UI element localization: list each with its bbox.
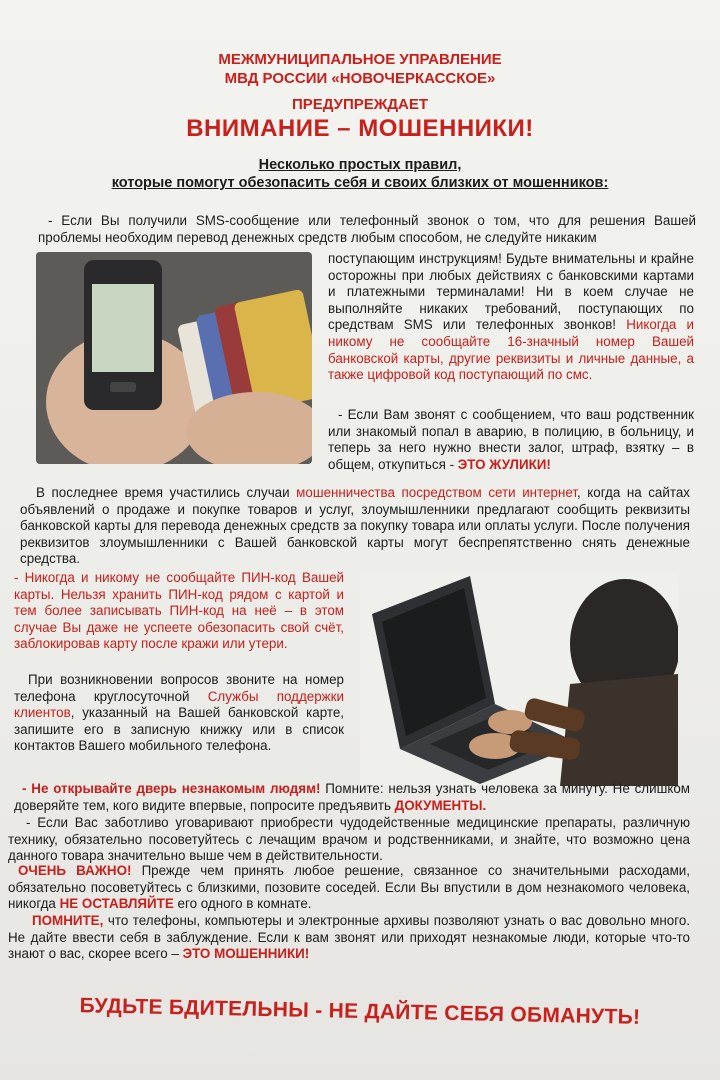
internet-fraud-highlight: мошенничества посредством сети интернет <box>296 485 577 500</box>
phone-cards-photo <box>36 252 312 464</box>
sms-body <box>328 251 694 384</box>
remember-label: ПОМНИТЕ, <box>32 913 104 928</box>
issuer-line-2: МВД РОССИИ «НОВОЧЕРКАССКОЕ» <box>224 70 496 87</box>
hacker-laptop-illustration <box>360 574 678 786</box>
decision-advice <box>8 863 690 913</box>
support-call <box>14 672 344 755</box>
internet-fraud-b: , когда на сайтах объявлений о продаже и покупке товаров и услуг, злоумышленники предлагают сообщить реквизиты банковской карты для перевода денежных средств за покупку товара или оплаты услуги. После получения реквизитов злоумышленники с Вашей банковской карты могут беспрепятственно снять денежные средства. <box>20 485 690 567</box>
sms-card-warning: Никогда и никому не сообщайте 16-значный номер Вашей банковской карты, другие реквизиты и личные данные, а также цифровой код поступающий по смс. <box>328 317 694 383</box>
warns-heading: ПРЕДУПРЕЖДАЕТ <box>291 96 429 113</box>
documents-label: ДОКУМЕНТЫ. <box>394 797 487 813</box>
support-call-b: , указанный на Вашей банковской карте, запишите его в записную книжку или в список контактов Вашего мобильного телефона. <box>14 705 344 754</box>
phone-cards-illustration <box>36 252 312 464</box>
subtitle <box>0 156 720 192</box>
swindlers-label: ЭТО ЖУЛИКИ! <box>457 456 551 472</box>
support-call-a: При возникновении вопросов звоните на номер телефона круглосуточной <box>14 672 344 704</box>
subtitle-line-2: которые помогут обезопасить себя и своих близких от мошенников: <box>111 175 609 191</box>
fraudsters-label: ЭТО МОШЕННИКИ! <box>182 946 310 962</box>
sms-intro: - Если Вы получили SMS-сообщение или телефонный звонок о том, что для решения Вашей проблемы необходим перевод денежных средств любым способом, не следуйте никаким <box>38 213 696 245</box>
support-service: Службы поддержки клиентов <box>14 688 344 721</box>
poster-title: ВНИМАНИЕ – МОШЕННИКИ! <box>186 115 534 142</box>
door-warning-highlight: - Не открывайте дверь незнакомым людям! <box>22 781 321 796</box>
very-important-label: ОЧЕНЬ ВАЖНО! <box>18 863 132 878</box>
decision-advice-text: Прежде чем принять любое решение, связанное со значительными расходами, обязательно посоветуйтесь с близкими, позовите соседей. Если Вы впустили в дом незнакомого человека, никогда <box>8 863 690 912</box>
data-exposure-warning <box>8 913 690 963</box>
pin-warning: - Никогда и никому не сообщайте ПИН-код Вашей карты. Нельзя хранить ПИН-код рядом с картой и тем более записывать ПИН-код на неё – в этом случае Вы даже не успеете обезопасить свой счёт, заблокировав карту после кражи или утери. <box>14 570 344 652</box>
issuer-line-1: МЕЖМУНИЦИПАЛЬНОЕ УПРАВЛЕНИЕ <box>218 51 502 68</box>
internet-fraud <box>20 485 690 568</box>
door-warning <box>14 781 690 814</box>
internet-fraud-a: В последнее время участились случаи <box>36 485 290 500</box>
subtitle-line-1: Несколько простых правил, <box>258 157 462 173</box>
do-not-leave-label: НЕ ОСТАВЛЯЙТЕ <box>59 896 174 912</box>
sms-body-text: поступающим инструкциям! Будьте внимательны и крайне осторожны при любых действиях с банковскими картами и платежными терминалами! Ни в коем случае не выполняйте никаких требований, поступающих по средствам SMS или телефонных звонков! <box>328 251 694 333</box>
hacker-laptop-photo <box>360 574 678 786</box>
relative-scam <box>328 407 694 473</box>
issuer-heading <box>0 50 720 88</box>
medicine-warning: - Если Вас заботливо уговаривают приобрести чудодейственные медицинские препараты, различную технику, обязательно посоветуйтесь с лечащим врачом и родственниками, и знайте, что возможно цена данного товара значительно выше чем в действительности. <box>8 815 690 864</box>
decision-advice-end: его одного в комнате. <box>177 896 312 912</box>
door-warning-text: Помните: нельзя узнать человека за минуту. Не слишком доверяйте тем, кого видите впервые, попросите предъявить <box>14 781 690 813</box>
footer-slogan: БУДЬТЕ БДИТЕЛЬНЫ - НЕ ДАЙТЕ СЕБЯ ОБМАНУТЬ! <box>79 994 641 1029</box>
data-exposure-text: что телефоны, компьютеры и электронные архивы позволяют узнать о вас довольно много. Не дайте ввести себя в заблуждение. Если к вам звонят или приходят незнакомые люди, которые что-то знают о вас, скорее всего – <box>8 913 690 962</box>
relative-scam-text: - Если Вам звонят с сообщением, что ваш родственник или знакомый попал в аварию, в полицию, в больницу, и теперь за него нужно внести залог, штраф, взятку – в общем, откупиться - <box>328 407 694 472</box>
